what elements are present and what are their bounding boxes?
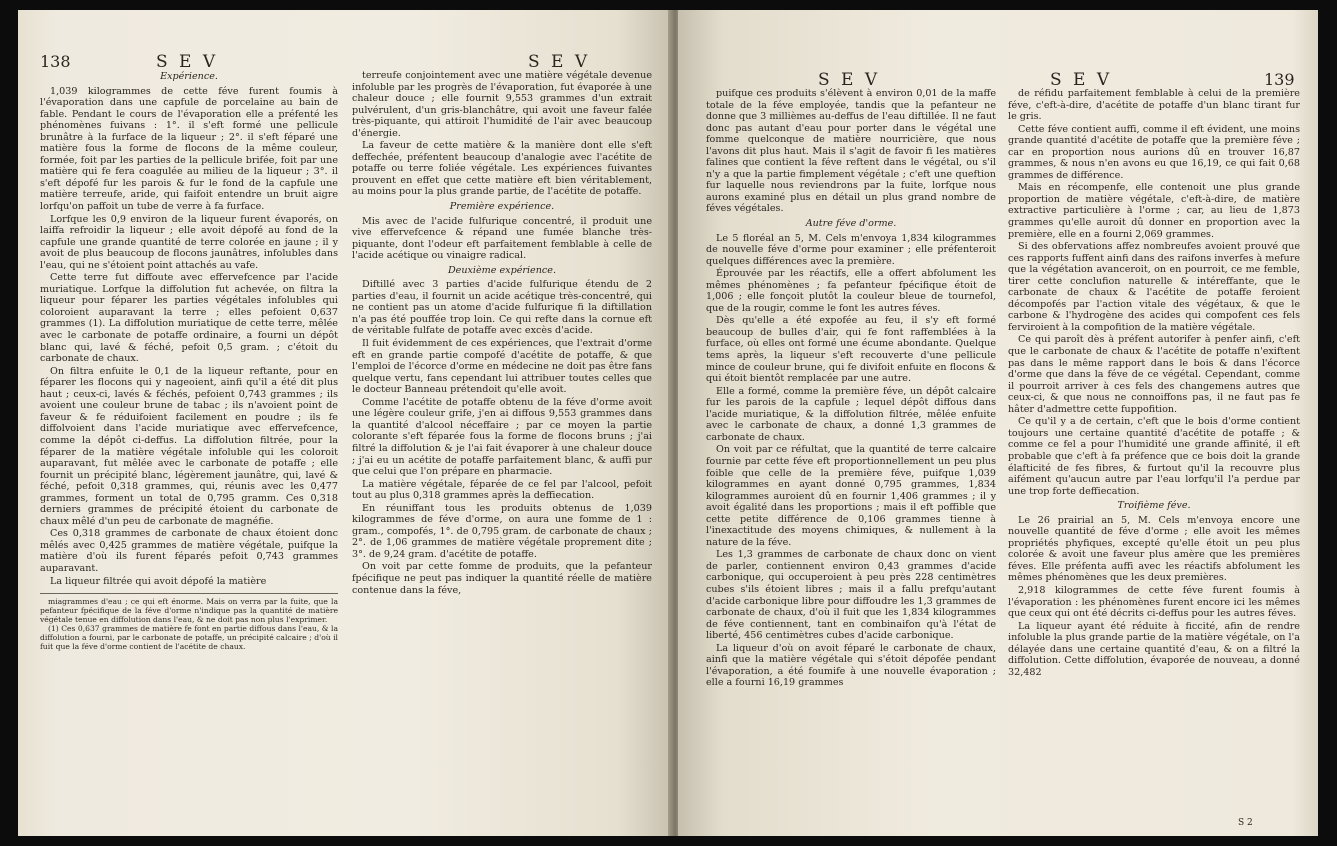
running-header: S E V xyxy=(1050,70,1113,90)
paragraph: On voit par ce réfultat, que la quantité de terre calcaire fournie par cette féve eft proportionnellement un peu plus foible que celle de la première féve, puifque 1,039 kilogrammes en ayant donné 0,795 grammes, 1,834 kilogrammes auroient dû en fournir 1,406 grammes ; il y avoit égalité dans les proportions ; mais il eft poffible que cette petite différence de 0,106 grammes tienne à l'inexactitude des moyens chimiques, & nullement à la nature de la féve. xyxy=(706,444,996,548)
paragraph: La matière végétale, féparée de ce fel par l'alcool, pefoit tout au plus 0,318 grammes après la deffiecation. xyxy=(352,478,652,502)
page-number: 139 xyxy=(1264,70,1295,89)
left-page xyxy=(18,10,670,836)
paragraph: 2,918 kilogrammes de cette féve furent foumis à l'évaporation : les phénomènes furent encore ici les mêmes que ceux qui ont été décrits ci-deffus pour les autres féves. xyxy=(1008,584,1300,620)
paragraph: On filtra enfuite le 0,1 de la liqueur reftante, pour en féparer les flocons qui y nageoient, ainfi qu'il a été dit plus haut ; ceux-ci, lavés & féchés, pefoient 0,743 grammes ; ils avoient une couleur brune de tabac ; ils n'avoient point de faveur & fe réduifoient facilement en poudre ; ils fe diffolvoient dans l'acide muriatique avec effervefcence, comme la dépôt ci-deffus. La diffolution filtrée, pour la féparer de la matière végétale infoluble qui les coloroit auparavant, fut mêlée avec le carbonate de potaffe ; elle fournit un précipité blanc, légèrement jaunâtre, qui, lavé & féché, pefoit 0,318 grammes, qui, réunis avec les 0,477 grammes, forment un total de 0,795 gramm. Ces 0,318 derniers grammes de précipité étoient du carbonate de chaux mêlé d'un peu de carbonate de magnéfie. xyxy=(40,365,338,527)
running-header: S E V xyxy=(156,52,219,72)
paragraph: Ce qui paroît dès à préfent autorifer à penfer ainfi, c'eft que le carbonate de chaux & l'acétite de potaffe n'exiftent pas dans le même rapport dans le bois & dans l'écorce d'orme que dans la féve de ce végétal. Cependant, comme il pourroit arriver à ces fels des changemens autres que ceux-ci, & que nous ne connoiffons pas, il ne faut pas fe hâter d'admettre cette fuppofition. xyxy=(1008,334,1300,415)
section-heading: Première expérience. xyxy=(449,201,555,213)
paragraph: En réuniffant tous les produits obtenus de 1,039 kilogrammes de féve d'orme, on aura une fomme de 1 : gram., compofés, 1°. de 0,795 gram. de carbonate de chaux ; 2°. de 1,06 grammes de matière végétale proprement dite ; 3°. de 9,24 gram. d'acétite de potaffe. xyxy=(352,502,652,560)
paragraph: Comme l'acétite de potaffe obtenu de la féve d'orme avoit une légère couleur grife, j'en ai diffous 9,553 grammes dans la quantité d'alcool néceffaire ; par ce moyen la partie colorante s'eft féparée fous la forme de flocons bruns ; j'ai filtré la diffolution & je l'ai fait évaporer à une chaleur douce ; j'ai eu un acétite de potaffe parfaitement blanc, & auffi pur que celui que l'on prépare en pharmacie. xyxy=(352,396,652,478)
footnotes xyxy=(40,593,338,651)
paragraph: Les 1,3 grammes de carbonate de chaux donc on vient de parler, contiennent environ 0,43 grammes d'acide carbonique, qui occuperoient à peu près 228 centimètres cubes s'ils étoient libres ; mais il a fallu prefqu'autant d'acide carbonique libre pour diffoudre les 1,3 grammes de carbonate de chaux, d'où il fuit que les 1,834 kilogrammes de féve contiennent, tant en combinaifon qu'à l'état de liberté, 456 centimètres cubes d'acide carbonique. xyxy=(706,549,996,642)
running-header: S E V xyxy=(818,70,881,90)
paragraph: 1,039 kilogrammes de cette féve furent foumis à l'évaporation dans une capfule de porcelaine au bain de fable. Pendant le cours de l'évaporation elle a préfenté les phénomènes fuivans : 1°. il s'eft formé une pellicule brunâtre à la furface de la liqueur ; 2°. il s'eft féparé une matière fous la forme de flocons de la même couleur, formée, foit par les parties de la pellicule brifée, foit par une matière qui fe fera coagulée au milieu de la liqueur ; 3°. il s'eft dépofé fur les parois & fur le fond de la capfule une matière terreufe, aride, qui faifoit entendre un bruit aigre lorfqu'on paffoit un tube de verre à fa furface. xyxy=(40,85,338,213)
paragraph: Si des obfervations affez nombreufes avoient prouvé que ces rapports fuffent ainfi dans des raifons inverfes à mefure que la végétation avanceroit, on en pourroit, ce me femble, tirer cette conclufion naturelle & intéreffante, que le carbonate de chaux & l'acétite de potaffe feroient décompofés par l'action vitale des végétaux, & que le carbone & l'hydrogène des acides qui compofent ces fels ferviroient à la compofition de la matière végétale. xyxy=(1008,241,1300,333)
paragraph: Mais en récompenfe, elle contenoit une plus grande proportion de matière végétale, c'eft-à-dire, de matière extractive particulière à l'orme ; car, au lieu de 1,873 grammes qu'elle auroit dû donner en proportion avec la première, elle en a fourni 2,069 grammes. xyxy=(1008,182,1300,240)
text-column xyxy=(706,88,996,690)
section-heading: Expérience. xyxy=(160,71,218,82)
text-column xyxy=(40,68,338,651)
paragraph: Le 26 prairial an 5, M. Cels m'envoya encore une nouvelle quantité de féve d'orme ; elle avoit les mêmes propriétés phyfiques, excepté qu'elle étoit un peu plus colorée & avoit une faveur plus amère que les premières féves. Elle préfenta auffi avec les réactifs abfolument les mêmes phénomènes que les deux premières. xyxy=(1008,514,1300,584)
text-column xyxy=(1008,88,1300,679)
paragraph: Elle a formé, comme la première féve, un dépôt calcaire fur les parois de la capfule ; lequel dépôt diffous dans l'acide muriatique, & la diffolution filtrée, mêlée enfuite avec le carbonate de chaux, a donné 1,3 grammes de carbonate de chaux. xyxy=(706,385,996,443)
paragraph: Diftillé avec 3 parties d'acide fulfurique étendu de 2 parties d'eau, il fournit un acide acétique très-concentré, qui ne contient pas un atome d'acide fulfurique fi la diftillation n'a pas été pouffée trop loin. Ce qui refte dans la cornue eft de véritable fulfate de potaffe avec excès d'acide. xyxy=(352,279,652,337)
paragraph: La liqueur ayant été réduite à ficcité, afin de rendre infoluble la plus grande partie de la matière végétale, on l'a délayée dans une certaine quantité d'eau, & on a filtré la diffolution. Cette diffolution, évaporée de nouveau, a donné 32,482 xyxy=(1008,620,1300,678)
paragraph: Dès qu'elle a été expofée au feu, il s'y eft formé beaucoup de bulles d'air, qui fe font raffemblées à la furface, où elles ont formé une écume abondante. Quelque tems après, la liqueur s'eft recouverte d'une pellicule mince de couleur brune, qui fe divifoit enfuite en flocons & qui étoit bientôt remplacée par une autre. xyxy=(706,315,996,385)
paragraph: Il fuit évidemment de ces expériences, que l'extrait d'orme eft en grande partie compofé d'acétite de potaffe, & que l'emploi de l'écorce d'orme en médecine ne doit pas être fans quelque vertu, fans cependant lui attribuer toutes celles que le docteur Banneau prétendoit qu'elle avoit. xyxy=(352,338,652,396)
paragraph: La liqueur d'où on avoit féparé le carbonate de chaux, ainfi que la matière végétale qui s'étoit dépofée pendant l'évaporation, a été foumife à une nouvelle évaporation ; elle a fourni 16,19 grammes xyxy=(706,642,996,689)
running-header: S E V xyxy=(528,52,591,72)
paragraph: La faveur de cette matière & la manière dont elle s'eft deffechée, préfentent beaucoup d'analogie avec l'acétite de potaffe ou terre foliée végétale. Les expériences fuivantes prouvent en effet que cette matière eft bien véritablement, au moins pour la plus grande partie, de l'acétite de potaffe. xyxy=(352,140,652,198)
paragraph: de réfidu parfaitement femblable à celui de la première féve, c'eft-à-dire, d'acétite de potaffe d'un blanc tirant fur le gris. xyxy=(1008,88,1300,123)
section-heading: Autre féve d'orme. xyxy=(805,218,897,230)
footnote: miagrammes d'eau ; ce qui eft énorme. Mais on verra par la fuite, que la pefanteur fpécifique de la féve d'orme n'indique pas la quantité de matière végétale tenue en diffolution dans l'eau, & ne doit pas non plus l'exprimer. xyxy=(40,597,338,625)
paragraph: Mis avec de l'acide fulfurique concentré, il produit une vive effervefcence & répand une fumée blanche très-piquante, dont l'odeur eft parfaitement femblable à celle de l'acide acétique ou vinaigre radical. xyxy=(352,215,652,262)
paragraph: puifque ces produits s'élèvent à environ 0,01 de la maffe totale de la féve employée, tandis que la pefanteur ne donne que 3 millièmes au-deffus de l'eau diftillée. Il ne faut donc pas autant d'eau pour porter dans le végétal une fomme quelconque de matière nourricière, que nous l'avons dit plus haut. Mais il s'agit de favoir fi les matières falines que contient la féve reftent dans le végétal, ou s'il n'y a que la partie fimplement végétale ; c'eft une queftion fur laquelle nous reviendrons par la fuite, lorfque nous aurons examiné plus en détail un plus grand nombre de féves végétales. xyxy=(706,88,996,215)
open-book xyxy=(8,10,1328,842)
footnote: (1) Ces 0,637 grammes de matière fe font en partie diffous dans l'eau, & la diffolution a fourni, par le carbonate de potaffe, un précipité calcaire ; d'où il fuit que la féve d'orme contient de l'acétite de chaux. xyxy=(40,624,338,652)
paragraph: Le 5 floréal an 5, M. Cels m'envoya 1,834 kilogrammes de nouvelle féve d'orme pour examiner ; elle préfenteroit quelques différences avec la première. xyxy=(706,232,996,267)
right-page xyxy=(678,10,1318,836)
paragraph: terreufe conjointement avec une matière végétale devenue infoluble par les progrès de l'évaporation, fut évaporée à une chaleur douce ; elle fournit 9,553 grammes d'un extrait pulvérulent, d'un gris-blanchâtre, qui avoit une faveur falée très-piquante, qui attiroit l'humidité de l'air avec beaucoup d'énergie. xyxy=(352,70,652,139)
paragraph: Éprouvée par les réactifs, elle a offert abfolument les mêmes phénomènes ; fa pefanteur fpécifique étoit de 1,006 ; elle fonçoit plutôt la couleur bleue de tournefol, que de la rougir, comme le font les autres féves. xyxy=(706,268,996,314)
text-column xyxy=(352,70,652,597)
paragraph: Cette féve contient auffi, comme il eft évident, une moins grande quantité d'acétite de potaffe que la première féve ; car en proportion nous aurions dû en trouver 16,87 grammes, & nous n'en avons eu que 16,19, ce qui fait 0,68 grammes de différence. xyxy=(1008,123,1300,181)
paragraph: Ce qu'il y a de certain, c'eft que le bois d'orme contient toujours une certaine quantité d'acétite de potaffe ; & comme ce fel a pour l'humidité une grande affinité, il eft probable que c'eft à fa préfence que ce bois doit la grande élafticité de fes fibres, & furtout qu'il la recouvre plus aifément qu'aucun autre par l'eau lorfqu'il l'a perdue par une trop forte deffiecation. xyxy=(1008,416,1300,497)
paragraph: On voit par cette fomme de produits, que la pefanteur fpécifique ne peut pas indiquer la quantité réelle de matière contenue dans la féve, xyxy=(352,561,652,596)
paragraph: Cette terre fut diffoute avec effervefcence par l'acide muriatique. Lorfque la diffolution fut achevée, on filtra la liqueur pour féparer les parties végétales infolubles qui coloroient auparavant la terre ; elles pefoient 0,637 grammes (1). La diffolution muriatique de cette terre, mêlée avec le carbonate de potaffe ordinaire, a fourni un dépôt blanc qui, lavé & féché, pefoit 0,5 gram. ; c'étoit du carbonate de chaux. xyxy=(40,272,338,365)
page-number: 138 xyxy=(40,52,71,71)
paragraph: La liqueur filtrée qui avoit dépofé la matière xyxy=(50,575,267,587)
paragraph: Lorfque les 0,9 environ de la liqueur furent évaporés, on laiffa refroidir la liqueur ; elle avoit dépofé au fond de la capfule une grande quantité de terre colorée en jaune ; il y avoit de plus beaucoup de flocons jaunâtres, infolubles dans l'eau, qui ne s'étoient point attachés au vafe. xyxy=(40,213,338,271)
section-heading: Deuxième expérience. xyxy=(447,264,557,276)
section-heading: Troifième féve. xyxy=(1117,500,1191,512)
paragraph: Ces 0,318 grammes de carbonate de chaux étoient donc mêlés avec 0,425 grammes de matière végétale, puifque la matière d'où ils furent féparés pefoit 0,743 grammes auparavant. xyxy=(40,528,338,574)
signature-mark: S 2 xyxy=(1238,818,1253,828)
